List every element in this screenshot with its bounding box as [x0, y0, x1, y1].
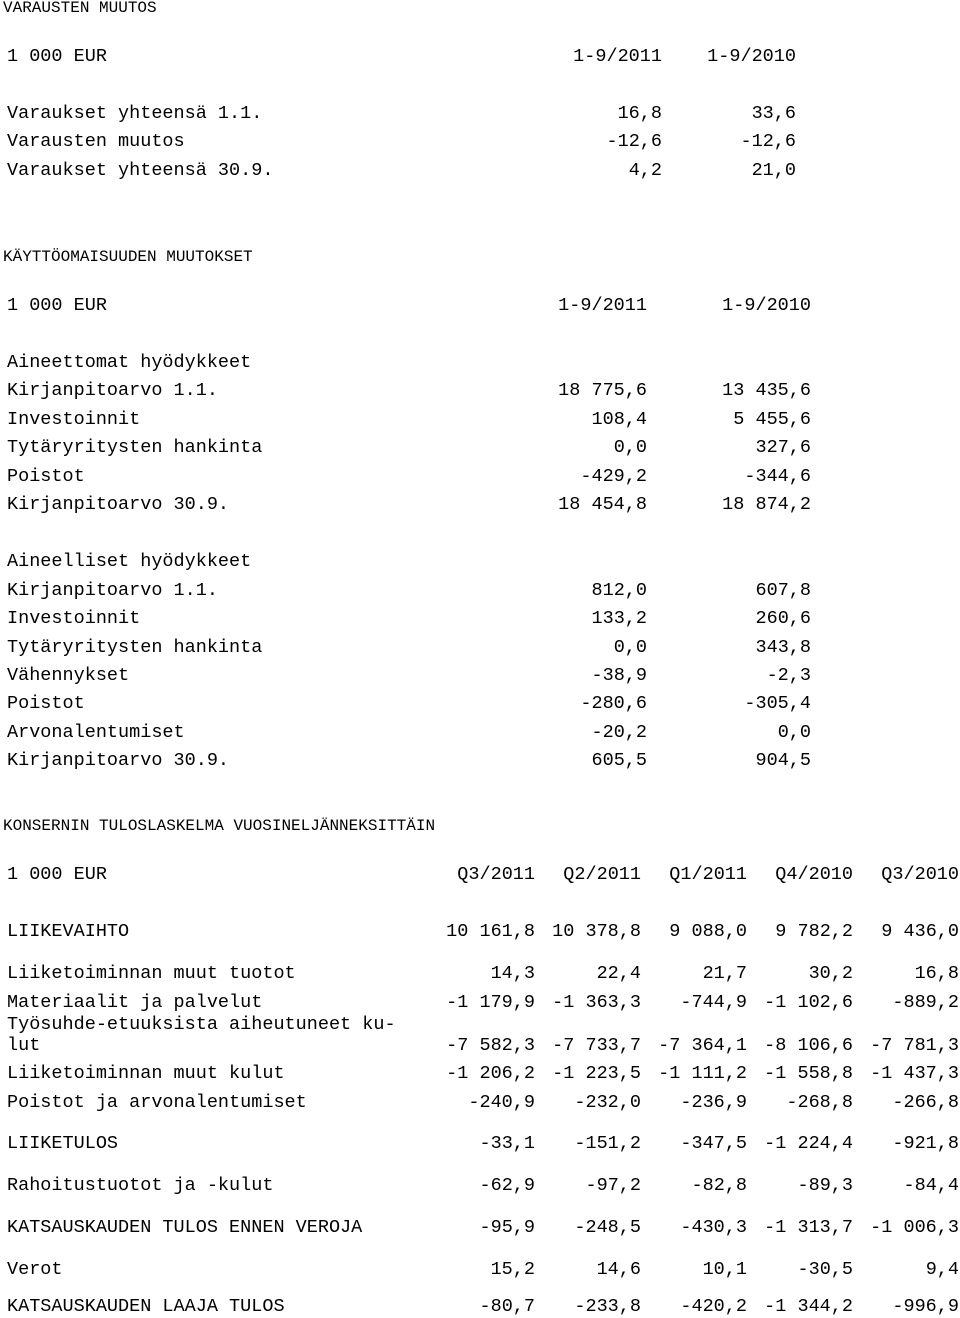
cell-value: -38,9: [591, 665, 647, 686]
cell-value: 33,6: [751, 103, 796, 124]
row-label: Työsuhde-etuuksista aiheutuneet ku-: [7, 1014, 396, 1035]
row-label: Materiaalit ja palvelut: [7, 992, 263, 1013]
cell-value: -1 006,3: [870, 1217, 959, 1238]
cell-value: -889,2: [892, 992, 959, 1013]
row-label: Verot: [7, 1259, 63, 1280]
cell-value: -420,2: [680, 1296, 747, 1317]
cell-value: -62,9: [479, 1175, 535, 1196]
cell-value: 10 161,8: [446, 921, 535, 942]
row-label: Kirjanpitoarvo 1.1.: [7, 380, 218, 401]
cell-value: -1 313,7: [764, 1217, 853, 1238]
cell-value: 133,2: [591, 608, 647, 629]
row-label: Investoinnit: [7, 409, 141, 430]
row-label: Tytäryritysten hankinta: [7, 437, 263, 458]
section-title: KÄYTTÖOMAISUUDEN MUUTOKSET: [3, 248, 253, 266]
cell-value: -305,4: [744, 693, 811, 714]
row-label: Liiketoiminnan muut kulut: [7, 1063, 285, 1084]
cell-value: 21,7: [702, 963, 747, 984]
cell-value: 9 782,2: [775, 921, 853, 942]
cell-value: -84,4: [903, 1175, 959, 1196]
cell-value: 18 874,2: [722, 494, 811, 515]
subsection-heading: Aineelliset hyödykkeet: [7, 551, 252, 572]
cell-value: 108,4: [591, 409, 647, 430]
cell-value: -7 781,3: [870, 1035, 959, 1056]
row-label: lut: [7, 1035, 41, 1056]
cell-value: -996,9: [892, 1296, 959, 1317]
cell-value: -1 102,6: [764, 992, 853, 1013]
cell-value: -266,8: [892, 1092, 959, 1113]
unit-label: 1 000 EUR: [7, 46, 107, 67]
column-header: Q2/2011: [563, 864, 641, 885]
cell-value: 812,0: [591, 580, 647, 601]
cell-value: 30,2: [808, 963, 853, 984]
cell-value: 15,2: [490, 1259, 535, 1280]
cell-value: 5 455,6: [733, 409, 811, 430]
row-label: Kirjanpitoarvo 30.9.: [7, 494, 230, 515]
column-header: 1-9/2010: [707, 46, 796, 67]
cell-value: -921,8: [892, 1133, 959, 1154]
cell-value: 904,5: [755, 750, 811, 771]
row-label: Kirjanpitoarvo 30.9.: [7, 750, 230, 771]
cell-value: -233,8: [574, 1296, 641, 1317]
cell-value: -1 558,8: [764, 1063, 853, 1084]
cell-value: -1 437,3: [870, 1063, 959, 1084]
cell-value: -1 363,3: [552, 992, 641, 1013]
cell-value: -744,9: [680, 992, 747, 1013]
cell-value: -344,6: [744, 466, 811, 487]
cell-value: -280,6: [580, 693, 647, 714]
cell-value: -12,6: [606, 131, 662, 152]
unit-label: 1 000 EUR: [7, 295, 107, 316]
column-header: 1-9/2010: [722, 295, 811, 316]
row-label: Varaukset yhteensä 30.9.: [7, 160, 274, 181]
row-label: Kirjanpitoarvo 1.1.: [7, 580, 218, 601]
column-header: Q3/2010: [881, 864, 959, 885]
row-label: Poistot: [7, 693, 85, 714]
cell-value: 16,8: [914, 963, 959, 984]
row-label: KATSAUSKAUDEN TULOS ENNEN VEROJA: [7, 1217, 363, 1238]
cell-value: -430,3: [680, 1217, 747, 1238]
cell-value: -151,2: [574, 1133, 641, 1154]
cell-value: -1 223,5: [552, 1063, 641, 1084]
cell-value: -33,1: [479, 1133, 535, 1154]
cell-value: 10 378,8: [552, 921, 641, 942]
cell-value: -232,0: [574, 1092, 641, 1113]
cell-value: -82,8: [691, 1175, 747, 1196]
cell-value: 16,8: [617, 103, 662, 124]
cell-value: 21,0: [751, 160, 796, 181]
cell-value: -268,8: [786, 1092, 853, 1113]
cell-value: 9,4: [925, 1259, 959, 1280]
row-label: Poistot: [7, 466, 85, 487]
cell-value: -1 344,2: [764, 1296, 853, 1317]
cell-value: 260,6: [755, 608, 811, 629]
cell-value: -2,3: [766, 665, 811, 686]
cell-value: -89,3: [797, 1175, 853, 1196]
cell-value: -30,5: [797, 1259, 853, 1280]
cell-value: 9 436,0: [881, 921, 959, 942]
cell-value: -1 179,9: [446, 992, 535, 1013]
cell-value: -236,9: [680, 1092, 747, 1113]
cell-value: -80,7: [479, 1296, 535, 1317]
cell-value: 0,0: [613, 637, 647, 658]
cell-value: 607,8: [755, 580, 811, 601]
cell-value: -240,9: [468, 1092, 535, 1113]
cell-value: -12,6: [740, 131, 796, 152]
cell-value: -7 733,7: [552, 1035, 641, 1056]
cell-value: -95,9: [479, 1217, 535, 1238]
cell-value: 13 435,6: [722, 380, 811, 401]
cell-value: 0,0: [613, 437, 647, 458]
row-label: Varausten muutos: [7, 131, 185, 152]
column-header: Q1/2011: [669, 864, 747, 885]
cell-value: -347,5: [680, 1133, 747, 1154]
column-header: Q4/2010: [775, 864, 853, 885]
column-header: Q3/2011: [457, 864, 535, 885]
cell-value: -97,2: [585, 1175, 641, 1196]
row-label: Rahoitustuotot ja -kulut: [7, 1175, 274, 1196]
row-label: Investoinnit: [7, 608, 141, 629]
cell-value: -20,2: [591, 722, 647, 743]
cell-value: -1 111,2: [658, 1063, 747, 1084]
row-label: Vähennykset: [7, 665, 130, 686]
cell-value: 22,4: [596, 963, 641, 984]
cell-value: -8 106,6: [764, 1035, 853, 1056]
column-header: 1-9/2011: [558, 295, 647, 316]
cell-value: 14,6: [596, 1259, 641, 1280]
cell-value: -248,5: [574, 1217, 641, 1238]
row-label: KATSAUSKAUDEN LAAJA TULOS: [7, 1296, 285, 1317]
row-label: LIIKEVAIHTO: [7, 921, 130, 942]
cell-value: 10,1: [702, 1259, 747, 1280]
row-label: LIIKETULOS: [7, 1133, 119, 1154]
cell-value: 327,6: [755, 437, 811, 458]
cell-value: -7 582,3: [446, 1035, 535, 1056]
cell-value: 18 775,6: [558, 380, 647, 401]
cell-value: 18 454,8: [558, 494, 647, 515]
cell-value: -1 224,4: [764, 1133, 853, 1154]
cell-value: 14,3: [490, 963, 535, 984]
section-title: VARAUSTEN MUUTOS: [3, 0, 157, 17]
cell-value: -429,2: [580, 466, 647, 487]
unit-label: 1 000 EUR: [7, 864, 107, 885]
row-label: Tytäryritysten hankinta: [7, 637, 263, 658]
cell-value: 4,2: [628, 160, 662, 181]
cell-value: 605,5: [591, 750, 647, 771]
subsection-heading: Aineettomat hyödykkeet: [7, 352, 252, 373]
row-label: Arvonalentumiset: [7, 722, 185, 743]
row-label: Liiketoiminnan muut tuotot: [7, 963, 296, 984]
cell-value: 9 088,0: [669, 921, 747, 942]
section-title: KONSERNIN TULOSLASKELMA VUOSINELJÄNNEKSITTÄIN: [3, 817, 436, 835]
cell-value: 0,0: [777, 722, 811, 743]
column-header: 1-9/2011: [573, 46, 662, 67]
cell-value: -7 364,1: [658, 1035, 747, 1056]
row-label: Varaukset yhteensä 1.1.: [7, 103, 263, 124]
row-label: Poistot ja arvonalentumiset: [7, 1092, 307, 1113]
cell-value: -1 206,2: [446, 1063, 535, 1084]
cell-value: 343,8: [755, 637, 811, 658]
